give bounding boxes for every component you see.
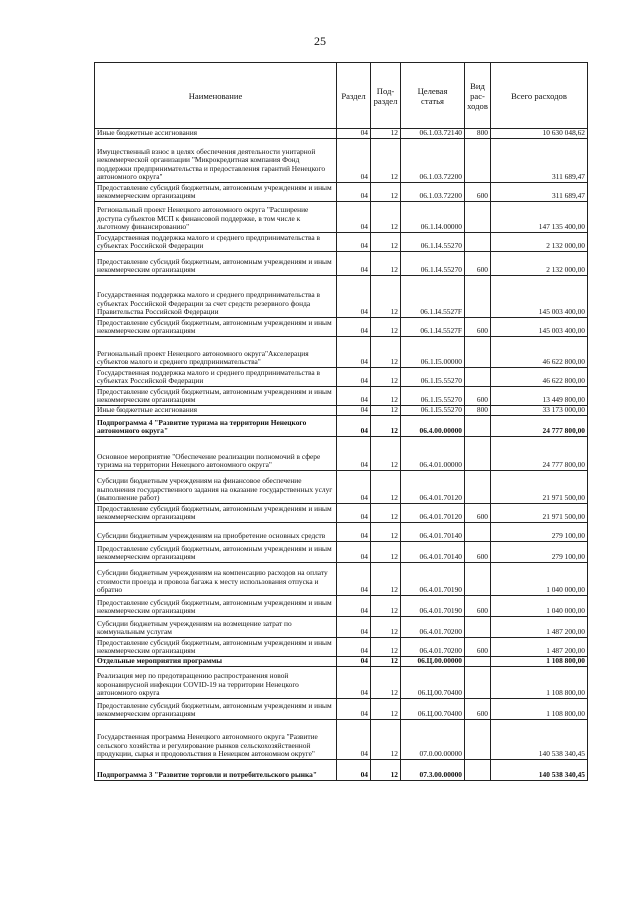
cell-razdel: 04 <box>337 563 371 596</box>
cell-razdel: 04 <box>337 667 371 699</box>
cell-podrazdel: 12 <box>371 699 401 720</box>
cell-total: 279 100,00 <box>491 542 588 563</box>
cell-vid: 600 <box>465 252 491 276</box>
cell-podrazdel: 12 <box>371 183 401 202</box>
table-row <box>95 542 588 563</box>
table-row <box>95 406 588 416</box>
cell-vid <box>465 563 491 596</box>
cell-podrazdel: 12 <box>371 368 401 387</box>
cell-razdel: 04 <box>337 699 371 720</box>
cell-name: Предоставление субсидий бюджетным, автономным учреждениям и иным некоммерческим организациям <box>95 318 337 337</box>
cell-name: Отдельные мероприятия программы <box>95 657 337 667</box>
header-name: Наименование <box>95 63 337 129</box>
cell-podrazdel: 12 <box>371 233 401 252</box>
cell-name: Подпрограмма 3 "Развитие торговли и потребительского рынка" <box>95 760 337 781</box>
table-row <box>95 368 588 387</box>
cell-total: 1 108 800,00 <box>491 667 588 699</box>
cell-target: 06.Ц.00.00000 <box>401 657 465 667</box>
table-row <box>95 276 588 318</box>
cell-name: Региональный проект Ненецкого автономного округа"Акселерация субъектов малого и среднего предпринимательства" <box>95 337 337 368</box>
header-vid: Вид рас- ходов <box>465 63 491 129</box>
cell-target: 06.Ц.00.70400 <box>401 667 465 699</box>
cell-target: 06.4.01.70200 <box>401 617 465 638</box>
cell-podrazdel: 12 <box>371 720 401 760</box>
table-row <box>95 471 588 504</box>
cell-target: 06.4.01.70190 <box>401 596 465 617</box>
cell-razdel: 04 <box>337 387 371 406</box>
cell-name: Подпрограмма 4 "Развитие туризма на территории Ненецкого автономного округа" <box>95 416 337 437</box>
cell-podrazdel: 12 <box>371 542 401 563</box>
cell-total: 140 538 340,45 <box>491 760 588 781</box>
table-row <box>95 563 588 596</box>
table-row <box>95 720 588 760</box>
cell-razdel: 04 <box>337 657 371 667</box>
cell-podrazdel: 12 <box>371 523 401 542</box>
cell-total: 279 100,00 <box>491 523 588 542</box>
budget-table <box>94 62 588 781</box>
table-row <box>95 252 588 276</box>
cell-name: Предоставление субсидий бюджетным, автономным учреждениям и иным некоммерческим организациям <box>95 183 337 202</box>
table-row <box>95 139 588 183</box>
cell-name: Предоставление субсидий бюджетным, автономным учреждениям и иным некоммерческим организациям <box>95 699 337 720</box>
cell-name: Предоставление субсидий бюджетным, автономным учреждениям и иным некоммерческим организациям <box>95 504 337 523</box>
cell-name: Субсидии бюджетным учреждениям на возмещение затрат по коммунальным услугам <box>95 617 337 638</box>
cell-razdel: 04 <box>337 617 371 638</box>
cell-total: 1 108 800,00 <box>491 657 588 667</box>
cell-razdel: 04 <box>337 437 371 471</box>
table-row <box>95 596 588 617</box>
cell-podrazdel: 12 <box>371 667 401 699</box>
cell-target: 06.4.01.70120 <box>401 504 465 523</box>
cell-target: 06.1.03.72140 <box>401 129 465 139</box>
header-total: Всего расходов <box>491 63 588 129</box>
cell-vid <box>465 437 491 471</box>
cell-podrazdel: 12 <box>371 760 401 781</box>
cell-name: Региональный проект Ненецкого автономного округа "Расширение доступа субъектов МСП к финансовой поддержке, в том числе к льготному финансированию" <box>95 202 337 233</box>
cell-name: Государственная поддержка малого и среднего предпринимательства в субъектах Российской Федерации <box>95 233 337 252</box>
cell-target: 06.1.I5.55270 <box>401 406 465 416</box>
cell-total: 2 132 000,00 <box>491 252 588 276</box>
cell-total: 1 487 200,00 <box>491 638 588 657</box>
table-row <box>95 699 588 720</box>
cell-razdel: 04 <box>337 233 371 252</box>
cell-total: 1 040 000,00 <box>491 596 588 617</box>
cell-vid: 600 <box>465 638 491 657</box>
cell-razdel: 04 <box>337 276 371 318</box>
cell-total: 46 622 800,00 <box>491 337 588 368</box>
cell-total: 46 622 800,00 <box>491 368 588 387</box>
cell-podrazdel: 12 <box>371 252 401 276</box>
cell-target: 06.4.01.00000 <box>401 437 465 471</box>
cell-target: 06.4.01.70120 <box>401 471 465 504</box>
cell-total: 1 487 200,00 <box>491 617 588 638</box>
cell-razdel: 04 <box>337 720 371 760</box>
table-row <box>95 183 588 202</box>
cell-vid <box>465 202 491 233</box>
cell-vid <box>465 139 491 183</box>
cell-podrazdel: 12 <box>371 416 401 437</box>
cell-name: Субсидии бюджетным учреждениям на финансовое обеспечение выполнения государственного задания на оказание государственных услуг (выполнение работ) <box>95 471 337 504</box>
cell-target: 06.4.01.70190 <box>401 563 465 596</box>
cell-total: 145 003 400,00 <box>491 318 588 337</box>
cell-vid <box>465 667 491 699</box>
cell-vid: 800 <box>465 129 491 139</box>
cell-vid: 600 <box>465 596 491 617</box>
table-row <box>95 617 588 638</box>
cell-target: 07.3.00.00000 <box>401 760 465 781</box>
cell-razdel: 04 <box>337 183 371 202</box>
cell-total: 24 777 800,00 <box>491 437 588 471</box>
cell-target: 06.1.I4.5527F <box>401 318 465 337</box>
cell-podrazdel: 12 <box>371 318 401 337</box>
cell-target: 06.1.03.72200 <box>401 139 465 183</box>
cell-razdel: 04 <box>337 202 371 233</box>
cell-razdel: 04 <box>337 416 371 437</box>
cell-razdel: 04 <box>337 523 371 542</box>
cell-vid <box>465 720 491 760</box>
cell-target: 06.1.03.72200 <box>401 183 465 202</box>
cell-vid: 600 <box>465 699 491 720</box>
cell-razdel: 04 <box>337 252 371 276</box>
cell-target: 06.1.I4.55270 <box>401 252 465 276</box>
table-row <box>95 387 588 406</box>
table-row <box>95 638 588 657</box>
cell-target: 06.4.01.70140 <box>401 542 465 563</box>
cell-razdel: 04 <box>337 129 371 139</box>
cell-total: 147 135 400,00 <box>491 202 588 233</box>
cell-total: 21 971 500,00 <box>491 471 588 504</box>
cell-razdel: 04 <box>337 596 371 617</box>
cell-vid <box>465 617 491 638</box>
cell-podrazdel: 12 <box>371 129 401 139</box>
cell-podrazdel: 12 <box>371 563 401 596</box>
cell-name: Предоставление субсидий бюджетным, автономным учреждениям и иным некоммерческим организациям <box>95 252 337 276</box>
cell-podrazdel: 12 <box>371 406 401 416</box>
cell-razdel: 04 <box>337 471 371 504</box>
table-row <box>95 416 588 437</box>
cell-vid: 600 <box>465 183 491 202</box>
cell-vid: 600 <box>465 387 491 406</box>
cell-name: Субсидии бюджетным учреждениям на приобретение основных средств <box>95 523 337 542</box>
cell-total: 13 449 800,00 <box>491 387 588 406</box>
table-row <box>95 437 588 471</box>
cell-total: 2 132 000,00 <box>491 233 588 252</box>
cell-vid <box>465 337 491 368</box>
table-row <box>95 318 588 337</box>
cell-name: Государственная поддержка малого и среднего предпринимательства в субъектах Российской Федерации за счет средств резервного фонда Правительства Российской Федерации <box>95 276 337 318</box>
cell-razdel: 04 <box>337 504 371 523</box>
cell-razdel: 04 <box>337 542 371 563</box>
cell-podrazdel: 12 <box>371 596 401 617</box>
cell-total: 24 777 800,00 <box>491 416 588 437</box>
cell-target: 06.1.I4.00000 <box>401 202 465 233</box>
cell-vid <box>465 416 491 437</box>
cell-vid <box>465 657 491 667</box>
table-header-row <box>95 63 588 129</box>
cell-target: 06.4.01.70140 <box>401 523 465 542</box>
cell-target: 06.1.I5.55270 <box>401 387 465 406</box>
cell-podrazdel: 12 <box>371 471 401 504</box>
cell-name: Государственная поддержка малого и среднего предпринимательства в субъектах Российской Федерации <box>95 368 337 387</box>
cell-podrazdel: 12 <box>371 504 401 523</box>
cell-target: 06.1.I5.00000 <box>401 337 465 368</box>
cell-name: Предоставление субсидий бюджетным, автономным учреждениям и иным некоммерческим организациям <box>95 638 337 657</box>
cell-name: Иные бюджетные ассигнования <box>95 129 337 139</box>
cell-vid <box>465 760 491 781</box>
cell-total: 21 971 500,00 <box>491 504 588 523</box>
cell-podrazdel: 12 <box>371 337 401 368</box>
cell-target: 06.1.I4.55270 <box>401 233 465 252</box>
page-number: 25 <box>314 34 326 48</box>
cell-name: Иные бюджетные ассигнования <box>95 406 337 416</box>
table-body <box>95 129 588 781</box>
cell-total: 10 630 048,62 <box>491 129 588 139</box>
cell-podrazdel: 12 <box>371 139 401 183</box>
cell-total: 311 689,47 <box>491 183 588 202</box>
table-row <box>95 657 588 667</box>
cell-name: Реализация мер по предотвращению распространения новой коронавирусной инфекции COVID-19 на территории Ненецкого автономного округа <box>95 667 337 699</box>
cell-total: 140 538 340,45 <box>491 720 588 760</box>
table-row <box>95 233 588 252</box>
cell-name: Субсидии бюджетным учреждениям на компенсацию расходов на оплату стоимости проезда и провоза багажа к месту использования отпуска и обратно <box>95 563 337 596</box>
table-row <box>95 523 588 542</box>
cell-total: 311 689,47 <box>491 139 588 183</box>
cell-razdel: 04 <box>337 368 371 387</box>
table-row <box>95 667 588 699</box>
cell-vid <box>465 233 491 252</box>
cell-target: 07.0.00.00000 <box>401 720 465 760</box>
cell-vid: 600 <box>465 542 491 563</box>
cell-vid <box>465 368 491 387</box>
header-target: Целевая статья <box>401 63 465 129</box>
cell-vid: 600 <box>465 318 491 337</box>
cell-vid <box>465 471 491 504</box>
cell-podrazdel: 12 <box>371 202 401 233</box>
table-row <box>95 760 588 781</box>
cell-target: 06.4.01.70200 <box>401 638 465 657</box>
table-row <box>95 202 588 233</box>
cell-razdel: 04 <box>337 318 371 337</box>
cell-razdel: 04 <box>337 638 371 657</box>
cell-total: 145 003 400,00 <box>491 276 588 318</box>
cell-vid: 800 <box>465 406 491 416</box>
cell-podrazdel: 12 <box>371 638 401 657</box>
cell-razdel: 04 <box>337 760 371 781</box>
cell-name: Предоставление субсидий бюджетным, автономным учреждениям и иным некоммерческим организациям <box>95 542 337 563</box>
table-row <box>95 504 588 523</box>
cell-name: Имущественный взнос в целях обеспечения деятельности унитарной некоммерческой организации "Микрокредитная компания Фонд поддержки предпринимательства и предоставления гарантий Ненецкого автономного округа" <box>95 139 337 183</box>
header-razdel: Раздел <box>337 63 371 129</box>
cell-total: 1 040 000,00 <box>491 563 588 596</box>
cell-podrazdel: 12 <box>371 617 401 638</box>
cell-target: 06.1.I4.5527F <box>401 276 465 318</box>
table-row <box>95 337 588 368</box>
cell-name: Предоставление субсидий бюджетным, автономным учреждениям и иным некоммерческим организациям <box>95 387 337 406</box>
table-row <box>95 129 588 139</box>
cell-target: 06.4.00.00000 <box>401 416 465 437</box>
cell-podrazdel: 12 <box>371 657 401 667</box>
cell-vid <box>465 523 491 542</box>
cell-vid: 600 <box>465 504 491 523</box>
cell-podrazdel: 12 <box>371 387 401 406</box>
cell-total: 1 108 800,00 <box>491 699 588 720</box>
cell-podrazdel: 12 <box>371 437 401 471</box>
cell-razdel: 04 <box>337 337 371 368</box>
header-podrazdel: Под- раздел <box>371 63 401 129</box>
cell-name: Предоставление субсидий бюджетным, автономным учреждениям и иным некоммерческим организациям <box>95 596 337 617</box>
cell-vid <box>465 276 491 318</box>
cell-razdel: 04 <box>337 139 371 183</box>
cell-target: 06.Ц.00.70400 <box>401 699 465 720</box>
cell-name: Основное мероприятие "Обеспечение реализации полномочий в сфере туризма на территории Ненецкого автономного округа" <box>95 437 337 471</box>
cell-podrazdel: 12 <box>371 276 401 318</box>
cell-total: 33 173 000,00 <box>491 406 588 416</box>
cell-target: 06.1.I5.55270 <box>401 368 465 387</box>
cell-name: Государственная программа Ненецкого автономного округа "Развитие сельского хозяйства и регулирование рынков сельскохозяйственной продукции, сырья и продовольствия в Ненецком автономном округе" <box>95 720 337 760</box>
cell-razdel: 04 <box>337 406 371 416</box>
